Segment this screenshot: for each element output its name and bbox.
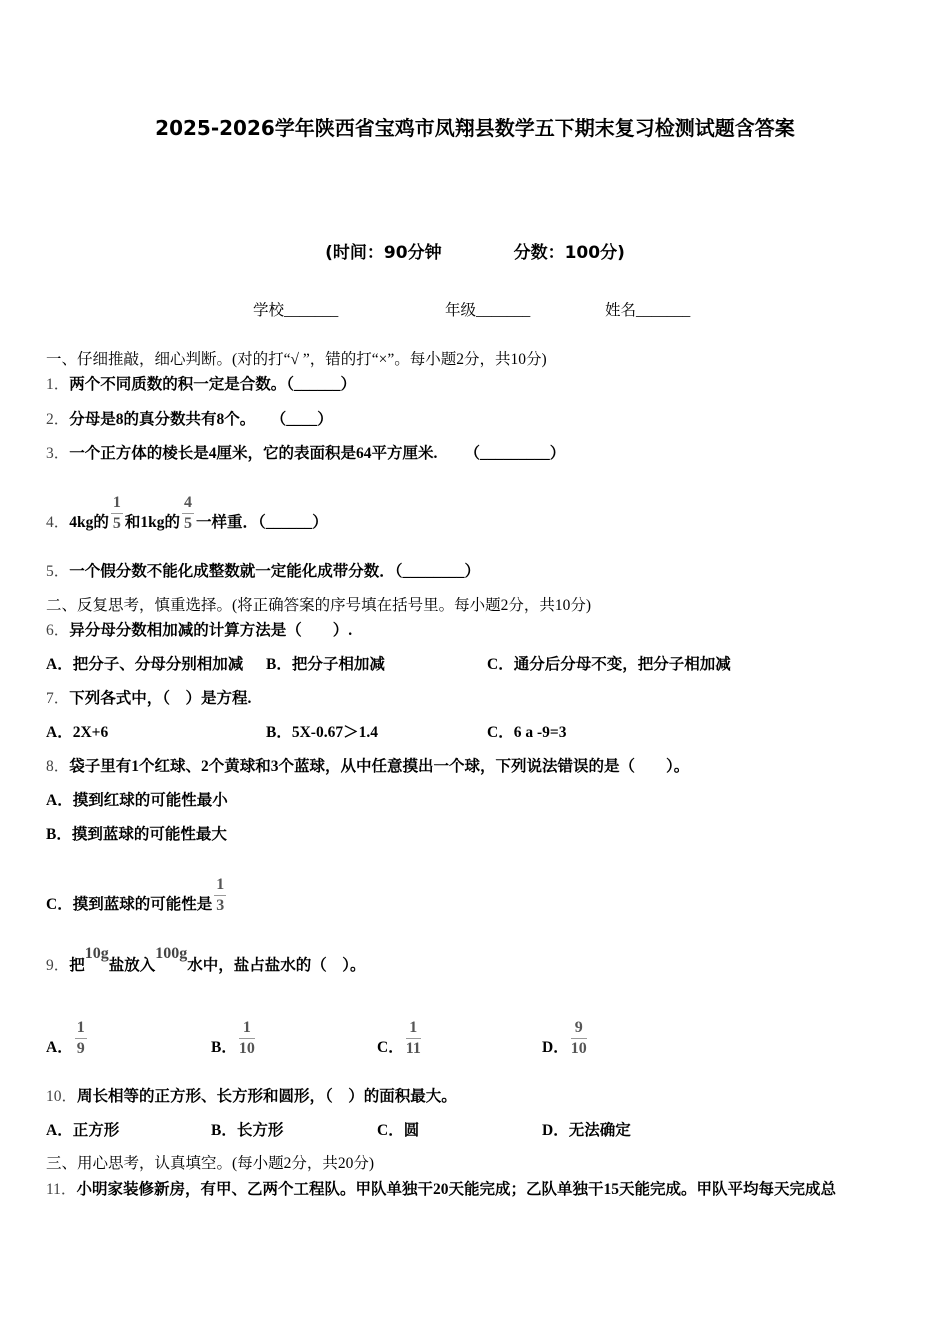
q-num: 9． [46, 957, 70, 974]
fraction [182, 493, 194, 534]
q-text: 下列各式中，（ ）是方程. [69, 690, 252, 707]
numerator: 1 [406, 1018, 421, 1039]
numerator: 9 [571, 1018, 587, 1039]
q-num: 7． [46, 690, 70, 707]
q10-option-c[interactable]: C．圆 [377, 1122, 420, 1139]
q-text: 周长相等的正方形、长方形和圆形，（ ）的面积最大。 [77, 1088, 457, 1105]
fraction [239, 1018, 255, 1059]
fraction [75, 1018, 87, 1059]
option-label: C． [377, 1039, 404, 1057]
q-text: 两个不同质数的积一定是合数。（______） [69, 376, 357, 393]
q6-option-c[interactable]: C．通分后分母不变，把分子相加减 [487, 656, 731, 673]
option-label: A． [46, 1039, 73, 1057]
q7-option-a[interactable]: A．2X+6 [46, 724, 109, 741]
q6-option-b[interactable]: B．把分子相加减 [266, 656, 385, 673]
denominator: 9 [76, 1040, 85, 1057]
q10-option-b[interactable]: B．长方形 [211, 1122, 284, 1139]
name-field[interactable]: 姓名_______ [605, 302, 691, 319]
denominator: 3 [216, 897, 225, 914]
q-text: 异分母分数相加减的计算方法是（ ）. [69, 622, 353, 639]
denominator: 10 [570, 1040, 587, 1057]
option-label: D． [542, 1039, 569, 1057]
q-text: 分母是8的真分数共有8个。 （____） [69, 411, 333, 428]
q-num: 8． [46, 758, 70, 775]
denominator: 10 [238, 1040, 255, 1057]
q-num: 1． [46, 376, 70, 393]
numerator: 1 [214, 875, 226, 896]
q7-option-b[interactable]: B．5X-0.67＞1.4 [266, 724, 378, 741]
time-info: (时间：90分钟 [325, 243, 442, 263]
question-6 [46, 621, 352, 641]
exam-info [0, 238, 950, 263]
fraction [406, 1018, 421, 1059]
q-num: 2． [46, 411, 70, 428]
q-num: 4． [46, 514, 70, 532]
fraction [571, 1018, 587, 1059]
q-text: 袋子里有1个红球、2个黄球和3个蓝球，从中任意摸出一个球，下列说法错误的是（ ）。 [69, 758, 690, 775]
question-3 [46, 444, 565, 464]
q-text: 一个正方体的棱长是4厘米，它的表面积是64平方厘米. （_________） [69, 445, 566, 462]
section2-heading: 二、反复思考，慎重选择。(将正确答案的序号填在括号里。每小题2分，共10分) [46, 597, 592, 614]
q8-option-c[interactable] [46, 876, 228, 926]
q-text: 盐放入 [108, 957, 156, 974]
score-info: 分数：100分) [513, 243, 625, 263]
q-text: 4kg的 [69, 514, 109, 532]
section3-heading: 三、用心思考，认真填空。(每小题2分，共20分) [46, 1155, 375, 1172]
question-8 [46, 757, 689, 777]
school-field[interactable]: 学校_______ [253, 302, 339, 319]
q-num: 6． [46, 622, 70, 639]
question-9 [46, 945, 366, 976]
q9-option-c[interactable] [377, 1019, 423, 1069]
section1-heading: 一、仔细推敲，细心判断。(对的打“√ ”，错的打“×”。每小题2分，共10分) [46, 351, 547, 368]
question-11 [46, 1180, 836, 1200]
q8-option-a[interactable]: A．摸到红球的可能性最小 [46, 792, 228, 809]
numerator: 1 [239, 1018, 255, 1039]
numerator: 1 [111, 493, 123, 514]
water-mass: 100g [155, 945, 188, 962]
question-5 [46, 562, 480, 582]
question-4 [46, 494, 328, 544]
q-text: 和1kg的 [124, 514, 181, 532]
question-7 [46, 689, 251, 709]
q-num: 11． [46, 1181, 77, 1198]
q-text: 一样重．（______） [196, 514, 328, 532]
q8-option-b[interactable]: B．摸到蓝球的可能性最大 [46, 826, 227, 843]
q9-option-a[interactable] [46, 1019, 89, 1069]
question-10 [46, 1087, 457, 1107]
denominator: 11 [405, 1040, 421, 1057]
grade-field[interactable]: 年级_______ [445, 302, 531, 319]
q-text: 小明家装修新房，有甲、乙两个工程队。甲队单独干20天能完成；乙队单独干15天能完成。甲队平均每天完成总 [76, 1181, 836, 1198]
fraction [111, 493, 123, 534]
option-label: B． [211, 1039, 237, 1057]
q-num: 3． [46, 445, 70, 462]
numerator: 4 [182, 493, 194, 514]
q-num: 5． [46, 563, 70, 580]
q-num: 10． [46, 1088, 78, 1105]
q6-option-a[interactable]: A．把分子、分母分别相加减 [46, 656, 244, 673]
q9-option-d[interactable] [542, 1019, 589, 1069]
q-text: 水中，盐占盐水的（ ）。 [187, 957, 366, 974]
numerator: 1 [75, 1018, 87, 1039]
q10-option-a[interactable]: A．正方形 [46, 1122, 120, 1139]
option-text: C．摸到蓝球的可能性是 [46, 896, 213, 914]
q-text: 一个假分数不能化成整数就一定能化成带分数．（________） [69, 563, 481, 580]
question-2 [46, 410, 333, 430]
q9-option-b[interactable] [211, 1019, 257, 1069]
salt-mass: 10g [84, 945, 109, 962]
q10-option-d[interactable]: D．无法确定 [542, 1122, 631, 1139]
q-text: 把 [69, 957, 85, 974]
denominator: 5 [112, 515, 121, 532]
fraction [214, 875, 226, 916]
q7-option-c[interactable]: C．6 a -9=3 [487, 724, 567, 741]
denominator: 5 [184, 515, 193, 532]
page-title: 2025-2026学年陕西省宝鸡市凤翔县数学五下期末复习检测试题含答案 [155, 116, 795, 140]
question-1 [46, 375, 356, 395]
